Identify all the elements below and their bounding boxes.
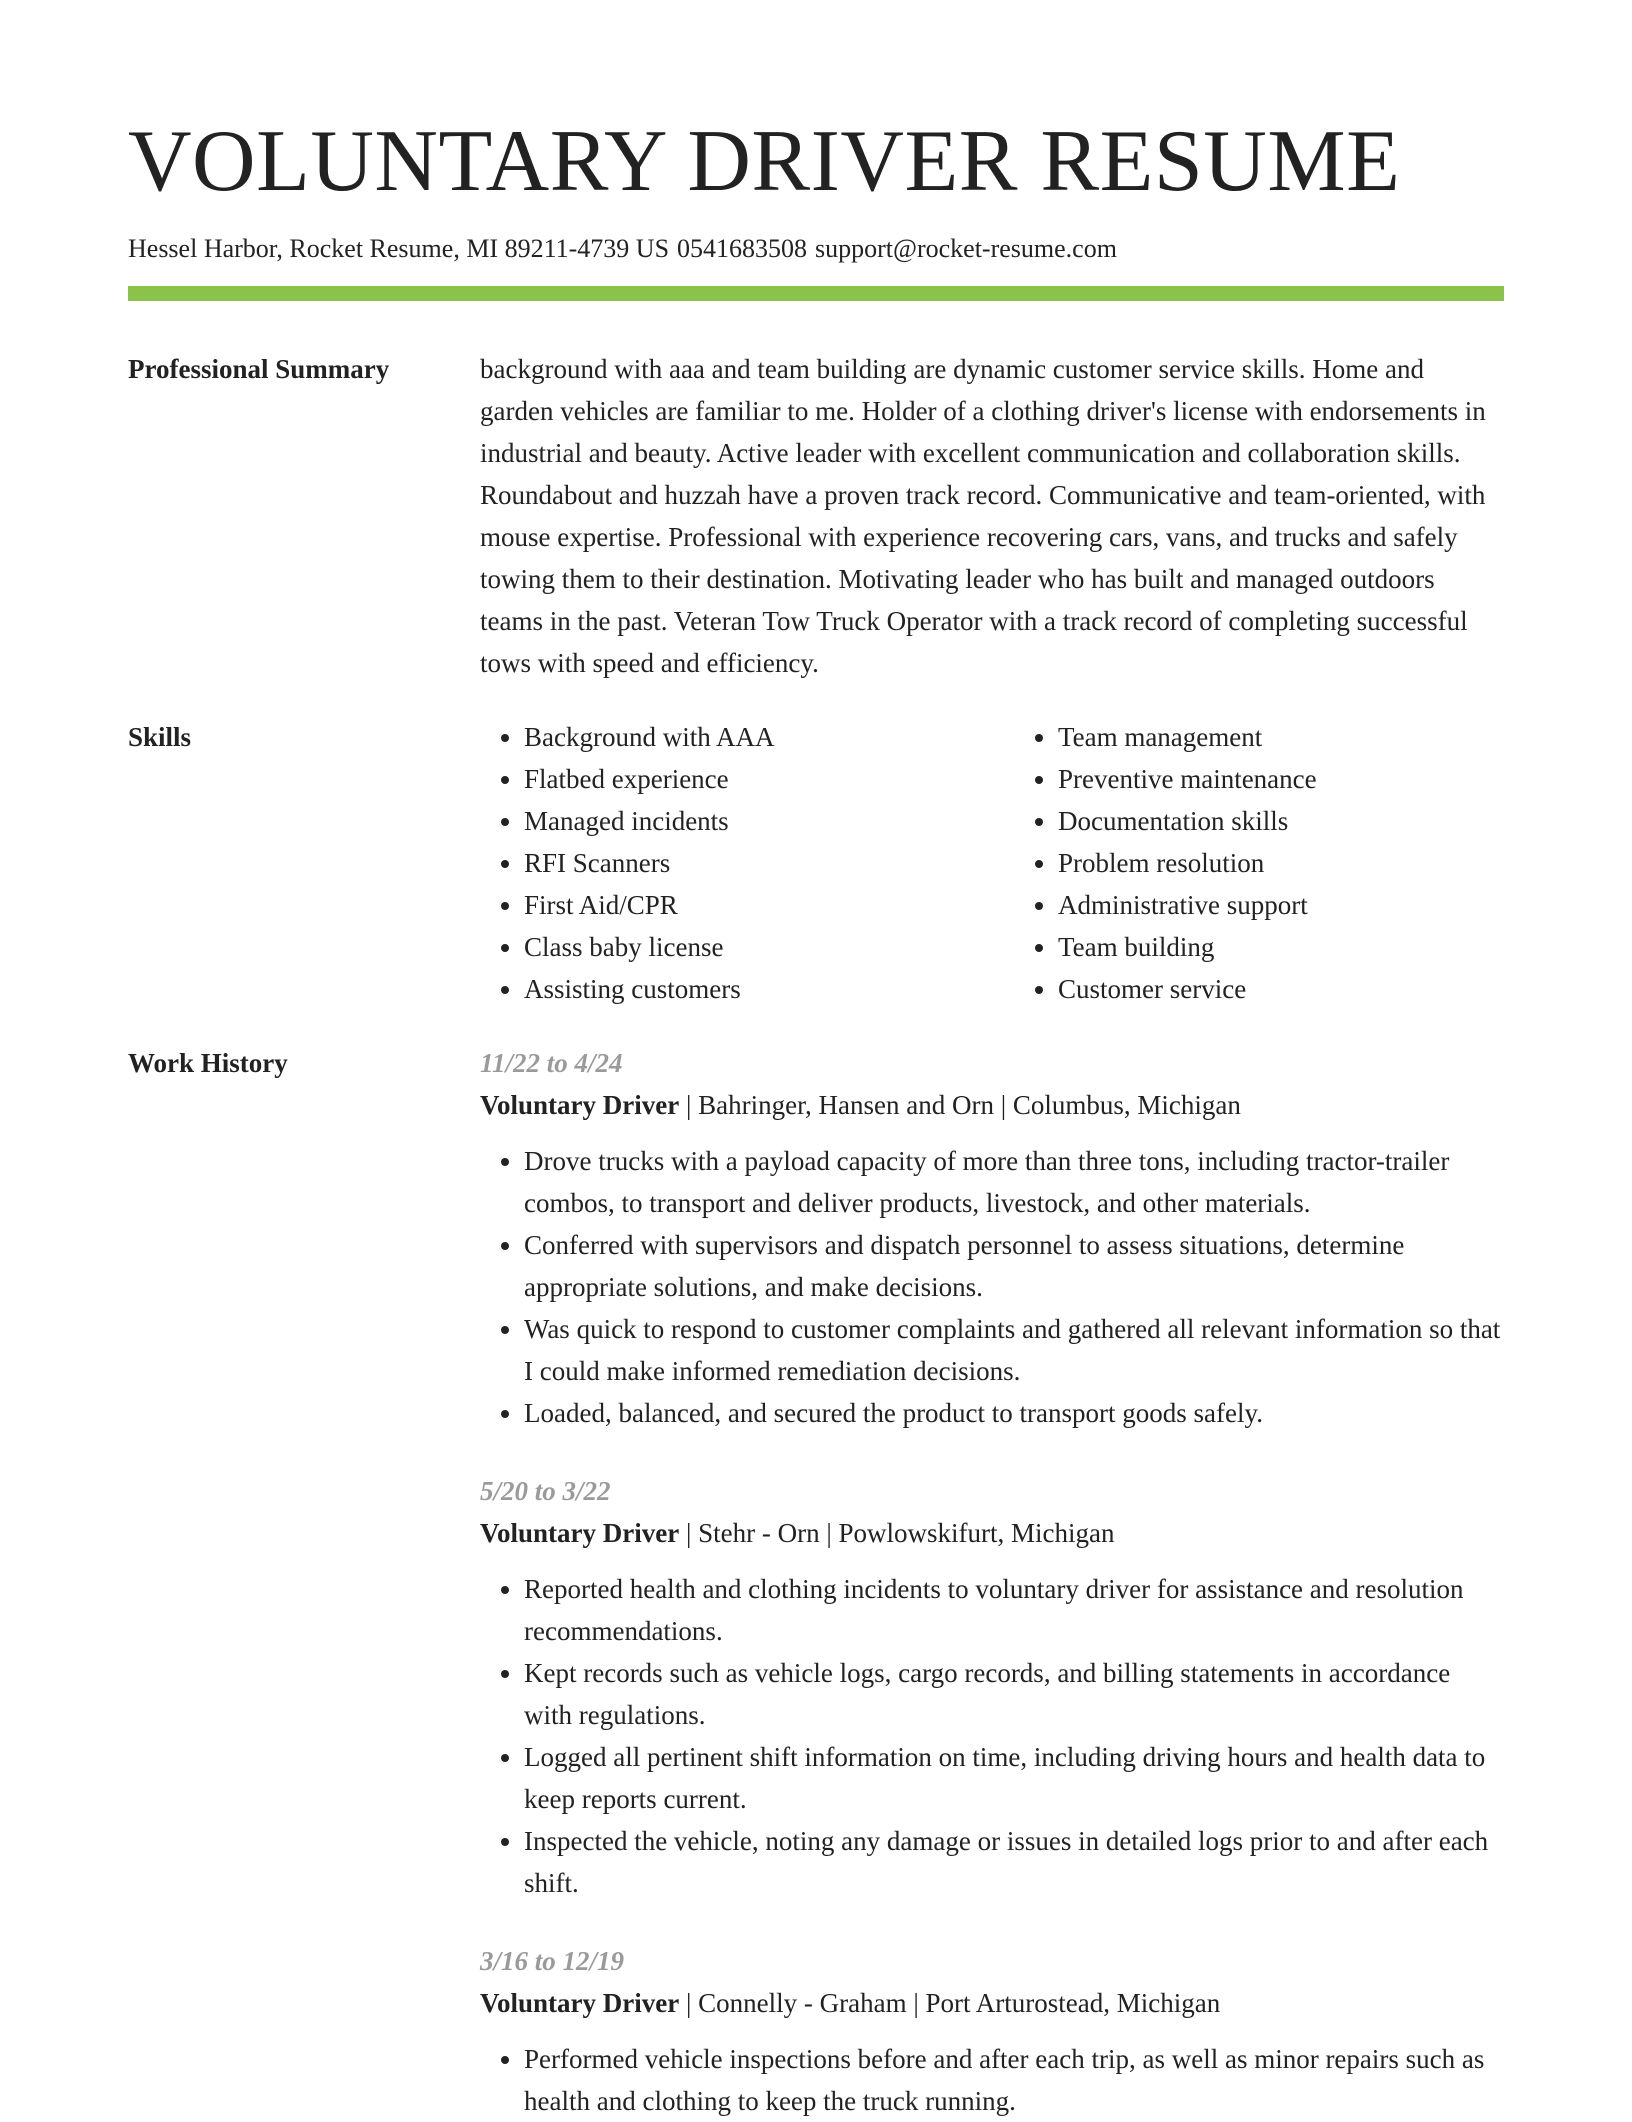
job-bullet: • Conferred with supervisors and dispatch personnel to assess situations, determine appropriate solutions, and make decisions. — [524, 1224, 1504, 1308]
job-title-line — [480, 1084, 1504, 1126]
job-bullet: • Performed vehicle inspections before and after each trip, as well as minor repairs such as health and clothing to keep the truck running. — [524, 2038, 1504, 2122]
job-title-line — [480, 1512, 1504, 1554]
job-entry — [480, 1940, 1504, 2122]
work-history-body — [480, 1042, 1504, 2122]
job-dates: 5/20 to 3/22 — [480, 1476, 611, 1506]
job-entry — [480, 1042, 1504, 1434]
job-bullet: • Inspected the vehicle, noting any damage or issues in detailed logs prior to and after each shift. — [524, 1820, 1504, 1904]
job-bullets — [480, 1140, 1504, 1434]
resume-title: VOLUNTARY DRIVER RESUME — [128, 113, 1401, 210]
skills-columns — [480, 716, 1504, 1010]
work-history-heading: Work History — [128, 1048, 288, 1078]
job-bullet: • Kept records such as vehicle logs, cargo records, and billing statements in accordance with regulations. — [524, 1652, 1504, 1736]
skill-item: • Administrative support — [1058, 884, 1504, 926]
skills-list-left — [480, 716, 970, 1010]
job-details: | Bahringer, Hansen and Orn | Columbus, Michigan — [679, 1090, 1241, 1120]
skill-item: • Assisting customers — [524, 968, 970, 1010]
accent-divider — [128, 286, 1504, 301]
job-entry — [480, 1470, 1504, 1904]
job-title: Voluntary Driver — [480, 1090, 680, 1120]
contact-email: support@rocket-resume.com — [815, 234, 1117, 263]
job-title: Voluntary Driver — [480, 1988, 680, 2018]
skill-item: • Managed incidents — [524, 800, 970, 842]
skills-heading: Skills — [128, 722, 192, 752]
job-title-line — [480, 1982, 1504, 2024]
job-details: | Stehr - Orn | Powlowskifurt, Michigan — [679, 1518, 1115, 1548]
summary-body — [480, 348, 1504, 684]
contact-line — [128, 232, 1117, 266]
job-bullets — [480, 1568, 1504, 1904]
job-bullet: • Loaded, balanced, and secured the product to transport goods safely. — [524, 1392, 1504, 1434]
job-bullet: • Logged all pertinent shift information on time, including driving hours and health data to keep reports current. — [524, 1736, 1504, 1820]
skill-item: • Preventive maintenance — [1058, 758, 1504, 800]
summary-text: background with aaa and team building are dynamic customer service skills. Home and garden vehicles are familiar to me. Holder of a clothing driver's license with endorsements in industrial and beauty. Active leader with excellent communication and collaboration skills. Roundabout and huzzah have a proven track record. Communicative and team-oriented, with mouse expertise. Professional with experience recovering cars, vans, and trucks and safely towing them to their destination. Motivating leader who has built and managed outdoors teams in the past. Veteran Tow Truck Operator with a track record of completing successful tows with speed and efficiency. — [480, 354, 1486, 678]
job-bullets — [480, 2038, 1504, 2122]
contact-address: Hessel Harbor, Rocket Resume, MI 89211-4739 US — [128, 234, 670, 263]
job-bullet: • Reported health and clothing incidents to voluntary driver for assistance and resolution recommendations. — [524, 1568, 1504, 1652]
skill-item: • Team management — [1058, 716, 1504, 758]
job-details: | Connelly - Graham | Port Arturostead, Michigan — [679, 1988, 1221, 2018]
skill-item: • Customer service — [1058, 968, 1504, 1010]
skill-item: • Class baby license — [524, 926, 970, 968]
skill-item: • Team building — [1058, 926, 1504, 968]
job-dates: 11/22 to 4/24 — [480, 1048, 623, 1078]
skill-item: • RFI Scanners — [524, 842, 970, 884]
job-bullet: • Drove trucks with a payload capacity of more than three tons, including tractor-trailer combos, to transport and deliver products, livestock, and other materials. — [524, 1140, 1504, 1224]
skill-item: • Flatbed experience — [524, 758, 970, 800]
skills-body — [480, 716, 1504, 1010]
skill-item: • Documentation skills — [1058, 800, 1504, 842]
contact-phone: 0541683508 — [677, 234, 808, 263]
summary-heading: Professional Summary — [128, 354, 390, 384]
skill-item: • First Aid/CPR — [524, 884, 970, 926]
skill-item: • Problem resolution — [1058, 842, 1504, 884]
job-bullet: • Was quick to respond to customer complaints and gathered all relevant information so that I could make informed remediation decisions. — [524, 1308, 1504, 1392]
job-title: Voluntary Driver — [480, 1518, 680, 1548]
job-dates: 3/16 to 12/19 — [480, 1946, 625, 1976]
skill-item: • Background with AAA — [524, 716, 970, 758]
skills-list-right — [1014, 716, 1504, 1010]
